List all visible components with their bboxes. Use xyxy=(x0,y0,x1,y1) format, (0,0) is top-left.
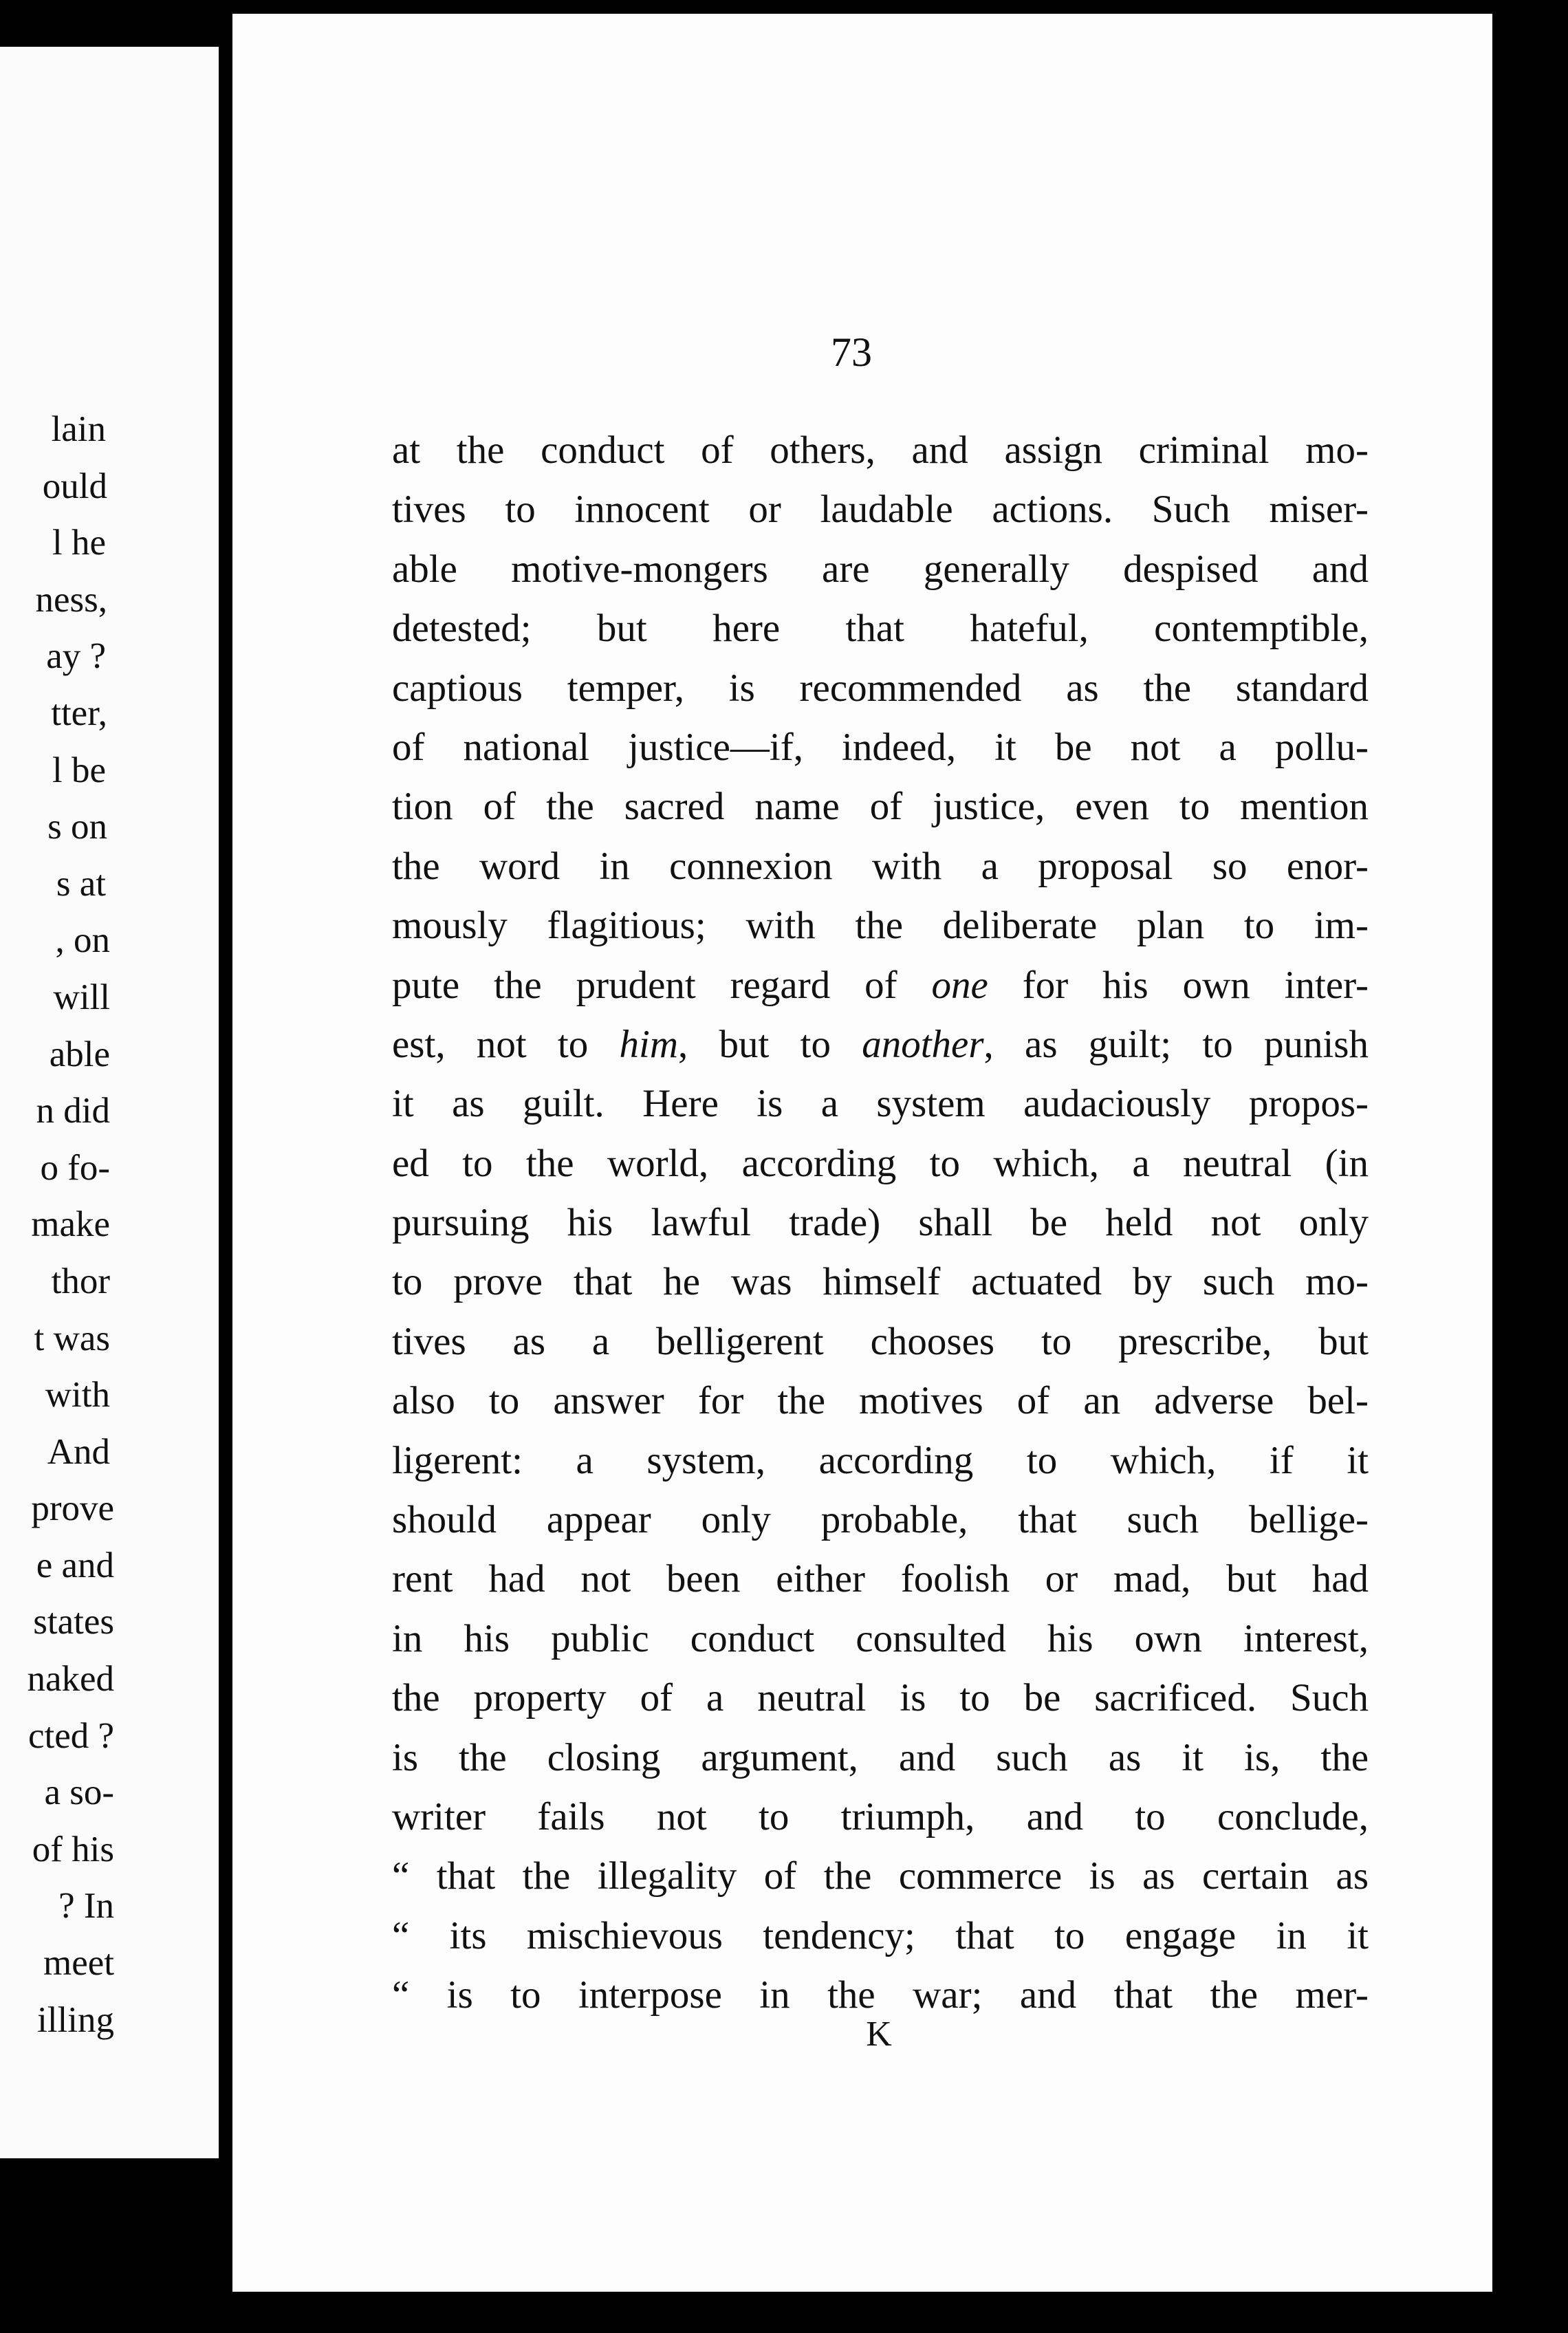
left-line: ness, xyxy=(35,579,107,620)
text-line: of national justice—if, indeed, it be not a pollu- xyxy=(392,725,1369,769)
text-line: tives to innocent or laudable actions. Such miser- xyxy=(392,488,1369,532)
left-line: of his xyxy=(32,1829,114,1869)
left-line: l he xyxy=(52,523,106,563)
left-line: s at xyxy=(56,863,106,904)
left-line: And xyxy=(47,1431,110,1472)
book-gutter xyxy=(219,0,232,2333)
left-line: prove xyxy=(31,1488,114,1529)
left-line: thor xyxy=(51,1261,110,1301)
text-line: able motive-mongers are generally despised and xyxy=(392,547,1369,591)
text-line: should appear only probable, that such bellige- xyxy=(392,1498,1369,1542)
left-line: with xyxy=(45,1375,110,1415)
left-page-text xyxy=(0,401,114,2048)
text-line: tion of the sacred name of justice, even to mention xyxy=(392,785,1369,829)
page-body-text xyxy=(392,421,1369,2026)
left-line: t was xyxy=(34,1318,110,1358)
left-line: l be xyxy=(52,750,106,790)
text-line: in his public conduct consulted his own interest, xyxy=(392,1616,1369,1660)
text-line: at the conduct of others, and assign criminal mo- xyxy=(392,428,1369,472)
text-line: “ is to interpose in the war; and that the mer- xyxy=(392,1973,1369,2017)
page-number: 73 xyxy=(831,329,872,375)
text-line: pute the prudent regard of one for his own inter- xyxy=(392,963,1369,1007)
left-line: lain xyxy=(51,409,106,449)
left-line: make xyxy=(31,1204,110,1245)
left-line: meet xyxy=(43,1943,114,1984)
text-line: mously flagitious; with the deliberate plan to im- xyxy=(392,904,1369,948)
left-line: ? In xyxy=(58,1886,114,1927)
text-line: to prove that he was himself actuated by such mo- xyxy=(392,1260,1369,1304)
text-line: captious temper, is recommended as the standard xyxy=(392,666,1369,710)
signature-mark: K xyxy=(866,2015,892,2054)
text-line: rent had not been either foolish or mad, but had xyxy=(392,1557,1369,1601)
left-facing-page xyxy=(0,47,219,2158)
left-line: ay ? xyxy=(46,636,106,677)
left-line: able xyxy=(49,1034,110,1074)
left-line: e and xyxy=(36,1545,114,1585)
left-line: , on xyxy=(55,920,110,961)
left-line: naked xyxy=(27,1659,114,1700)
text-line: detested; but here that hateful, contemptible, xyxy=(392,607,1369,651)
text-line: also to answer for the motives of an adverse bel- xyxy=(392,1379,1369,1423)
text-line: “ that the illegality of the commerce is as certain as xyxy=(392,1854,1369,1898)
left-line: o fo- xyxy=(40,1147,110,1188)
text-line: it as guilt. Here is a system audaciously propos- xyxy=(392,1082,1369,1126)
text-line: is the closing argument, and such as it is, the xyxy=(392,1735,1369,1779)
left-line: tter, xyxy=(51,693,107,733)
left-line: illing xyxy=(37,1999,114,2040)
left-line: a so- xyxy=(44,1772,114,1813)
left-line: n did xyxy=(36,1091,110,1131)
left-line: states xyxy=(33,1602,114,1642)
left-line: cted ? xyxy=(28,1715,114,1756)
main-page xyxy=(232,14,1492,2292)
text-line: the word in connexion with a proposal so enor- xyxy=(392,844,1369,888)
text-line: “ its mischievous tendency; that to engage in it xyxy=(392,1913,1369,1957)
text-line: writer fails not to triumph, and to conclude, xyxy=(392,1794,1369,1838)
text-line: tives as a belligerent chooses to prescribe, but xyxy=(392,1319,1369,1363)
text-line: the property of a neutral is to be sacrificed. Such xyxy=(392,1676,1369,1720)
text-line: pursuing his lawful trade) shall be held not only xyxy=(392,1201,1369,1245)
left-line: s on xyxy=(47,807,107,847)
text-line: ligerent: a system, according to which, if it xyxy=(392,1438,1369,1482)
text-line: ed to the world, according to which, a neutral (in xyxy=(392,1141,1369,1185)
left-line: will xyxy=(53,977,110,1017)
left-line: ould xyxy=(42,466,107,506)
text-line: est, not to him, but to another, as guilt; to punish xyxy=(392,1022,1369,1066)
